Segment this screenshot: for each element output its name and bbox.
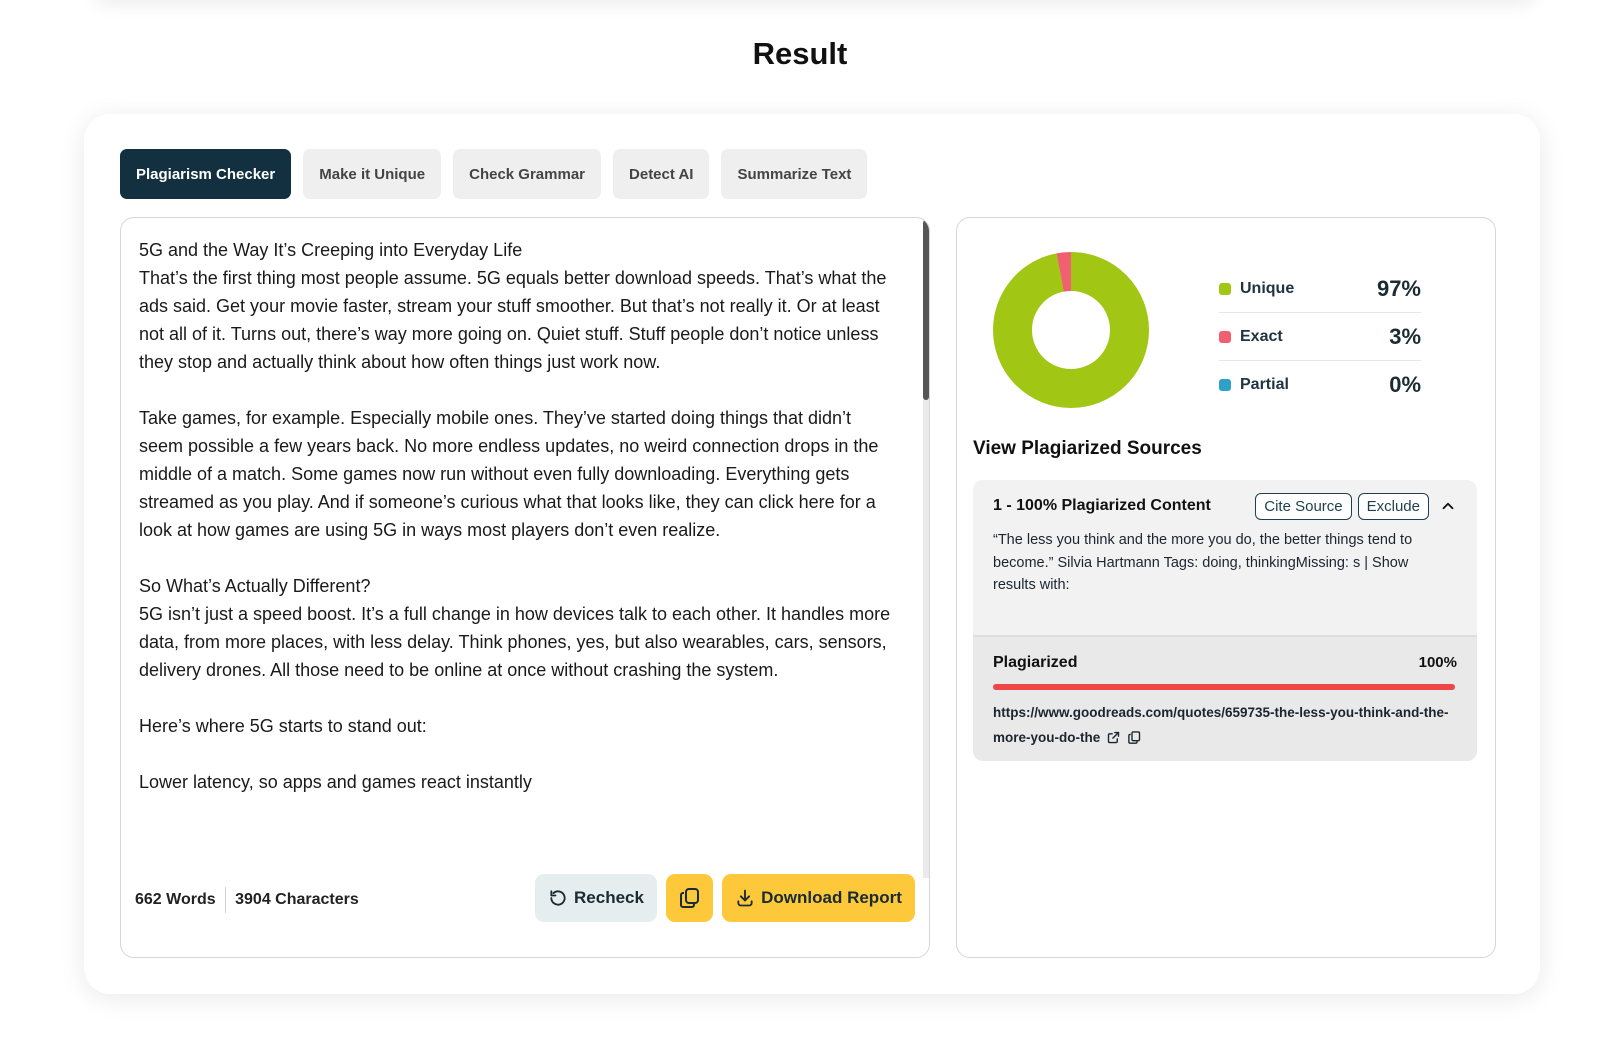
tab-detect-ai[interactable]: Detect AI bbox=[613, 149, 709, 199]
result-card bbox=[84, 114, 1540, 994]
matched-quote: “The less you think and the more you do, the better things tend to become.” Silvia Hartmann Tags: doing, thinkingMissing: s | Show results with: bbox=[993, 532, 1413, 593]
tab-check-grammar[interactable]: Check Grammar bbox=[453, 149, 601, 199]
exclude-button[interactable]: Exclude bbox=[1358, 493, 1429, 520]
page-title: Result bbox=[752, 36, 848, 71]
text-stats bbox=[135, 886, 359, 914]
donut-slice-unique bbox=[1013, 272, 1130, 389]
source-title: 1 - 100% Plagiarized Content bbox=[993, 497, 1211, 514]
word-count: 662 Words bbox=[135, 891, 216, 908]
originality-legend bbox=[1219, 265, 1421, 409]
cite-source-button[interactable]: Cite Source bbox=[1255, 493, 1351, 520]
legend-dot-exact bbox=[1219, 331, 1231, 343]
legend-value-unique: 97% bbox=[1376, 275, 1421, 301]
editor-paragraph: 5G and the Way It’s Creeping into Everyday Life bbox=[139, 240, 523, 260]
plagiarized-progress-fill bbox=[993, 684, 1455, 690]
download-report-button[interactable] bbox=[722, 874, 915, 922]
scrollbar-thumb[interactable] bbox=[923, 220, 929, 400]
legend-dot-partial bbox=[1219, 379, 1231, 391]
copy-url-icon[interactable] bbox=[1127, 730, 1142, 745]
plagiarized-progress-bar bbox=[993, 684, 1455, 690]
editor-text-area[interactable] bbox=[139, 236, 899, 874]
tab-plagiarism-checker[interactable]: Plagiarism Checker bbox=[120, 149, 291, 199]
source-footer bbox=[973, 637, 1477, 761]
external-link-icon[interactable] bbox=[1106, 730, 1121, 745]
chevron-up-icon[interactable] bbox=[1439, 497, 1457, 515]
sources-heading: View Plagiarized Sources bbox=[973, 438, 1202, 459]
editor-paragraph: Here’s where 5G starts to stand out: bbox=[139, 716, 427, 736]
legend-row-unique bbox=[1219, 265, 1421, 313]
tool-tabs bbox=[120, 149, 867, 199]
recheck-button[interactable] bbox=[535, 874, 657, 922]
copy-icon bbox=[678, 886, 702, 910]
editor-paragraph: Take games, for example. Especially mobile ones. They’ve started doing things that didn’t seem possible a few years back. No more endless updates, no weird connection drops in the middle of a match. Some games now run without even fully downloading. Everything gets streamed as you play. And if someone’s curious what that looks like, they can click here for a look at how games are using 5G in ways most players don’t even realize. bbox=[139, 408, 879, 540]
character-count: 3904 Characters bbox=[235, 891, 359, 908]
editor-actions bbox=[535, 874, 915, 922]
legend-label-exact: Exact bbox=[1240, 327, 1283, 345]
tab-make-it-unique[interactable]: Make it Unique bbox=[303, 149, 441, 199]
editor-scrollbar[interactable] bbox=[923, 218, 929, 878]
copy-text-button[interactable] bbox=[666, 874, 713, 922]
source-url-link[interactable]: https://www.goodreads.com/quotes/659735-the-less-you-think-and-the-more-you-do-the bbox=[993, 705, 1449, 745]
text-editor bbox=[120, 217, 930, 958]
legend-dot-unique bbox=[1219, 283, 1231, 295]
results-panel bbox=[956, 217, 1496, 958]
download-icon bbox=[735, 888, 755, 908]
legend-row-partial bbox=[1219, 361, 1421, 409]
editor-paragraph: That’s the first thing most people assume. 5G equals better download speeds. That’s what the ads said. Get your movie faster, stream your stuff smoother. But that’s not really it. Or at least not all of it. Turns out, there’s way more going on. Quiet stuff. Stuff people don’t notice unless they stop and actually think about how often things just work now. bbox=[139, 268, 887, 372]
editor-paragraph: So What’s Actually Different? bbox=[139, 576, 371, 596]
legend-row-exact bbox=[1219, 313, 1421, 361]
plagiarized-label: Plagiarized bbox=[993, 654, 1078, 671]
originality-donut-chart bbox=[991, 250, 1151, 410]
plagiarized-source-card bbox=[973, 480, 1477, 761]
legend-label-partial: Partial bbox=[1240, 376, 1289, 393]
legend-label-unique: Unique bbox=[1240, 279, 1295, 297]
recheck-label: Recheck bbox=[574, 888, 644, 907]
editor-paragraph: Lower latency, so apps and games react instantly bbox=[139, 772, 532, 792]
legend-value-exact: 3% bbox=[1389, 323, 1421, 349]
stats-divider bbox=[225, 887, 227, 913]
source-header bbox=[993, 492, 1457, 520]
download-label: Download Report bbox=[761, 888, 902, 907]
editor-paragraph: 5G isn’t just a speed boost. It’s a full change in how devices talk to each other. It handles more data, from more places, with less delay. Think phones, yes, but also wearables, cars, sensors, delivery drones. All those need to be online at once without crashing the system. bbox=[139, 604, 891, 680]
legend-value-partial: 0% bbox=[1389, 372, 1421, 397]
refresh-icon bbox=[548, 888, 568, 908]
plagiarized-percent: 100% bbox=[1418, 654, 1457, 671]
source-url-row bbox=[993, 700, 1455, 750]
plagiarized-row bbox=[993, 654, 1457, 672]
tab-summarize-text[interactable]: Summarize Text bbox=[721, 149, 867, 199]
